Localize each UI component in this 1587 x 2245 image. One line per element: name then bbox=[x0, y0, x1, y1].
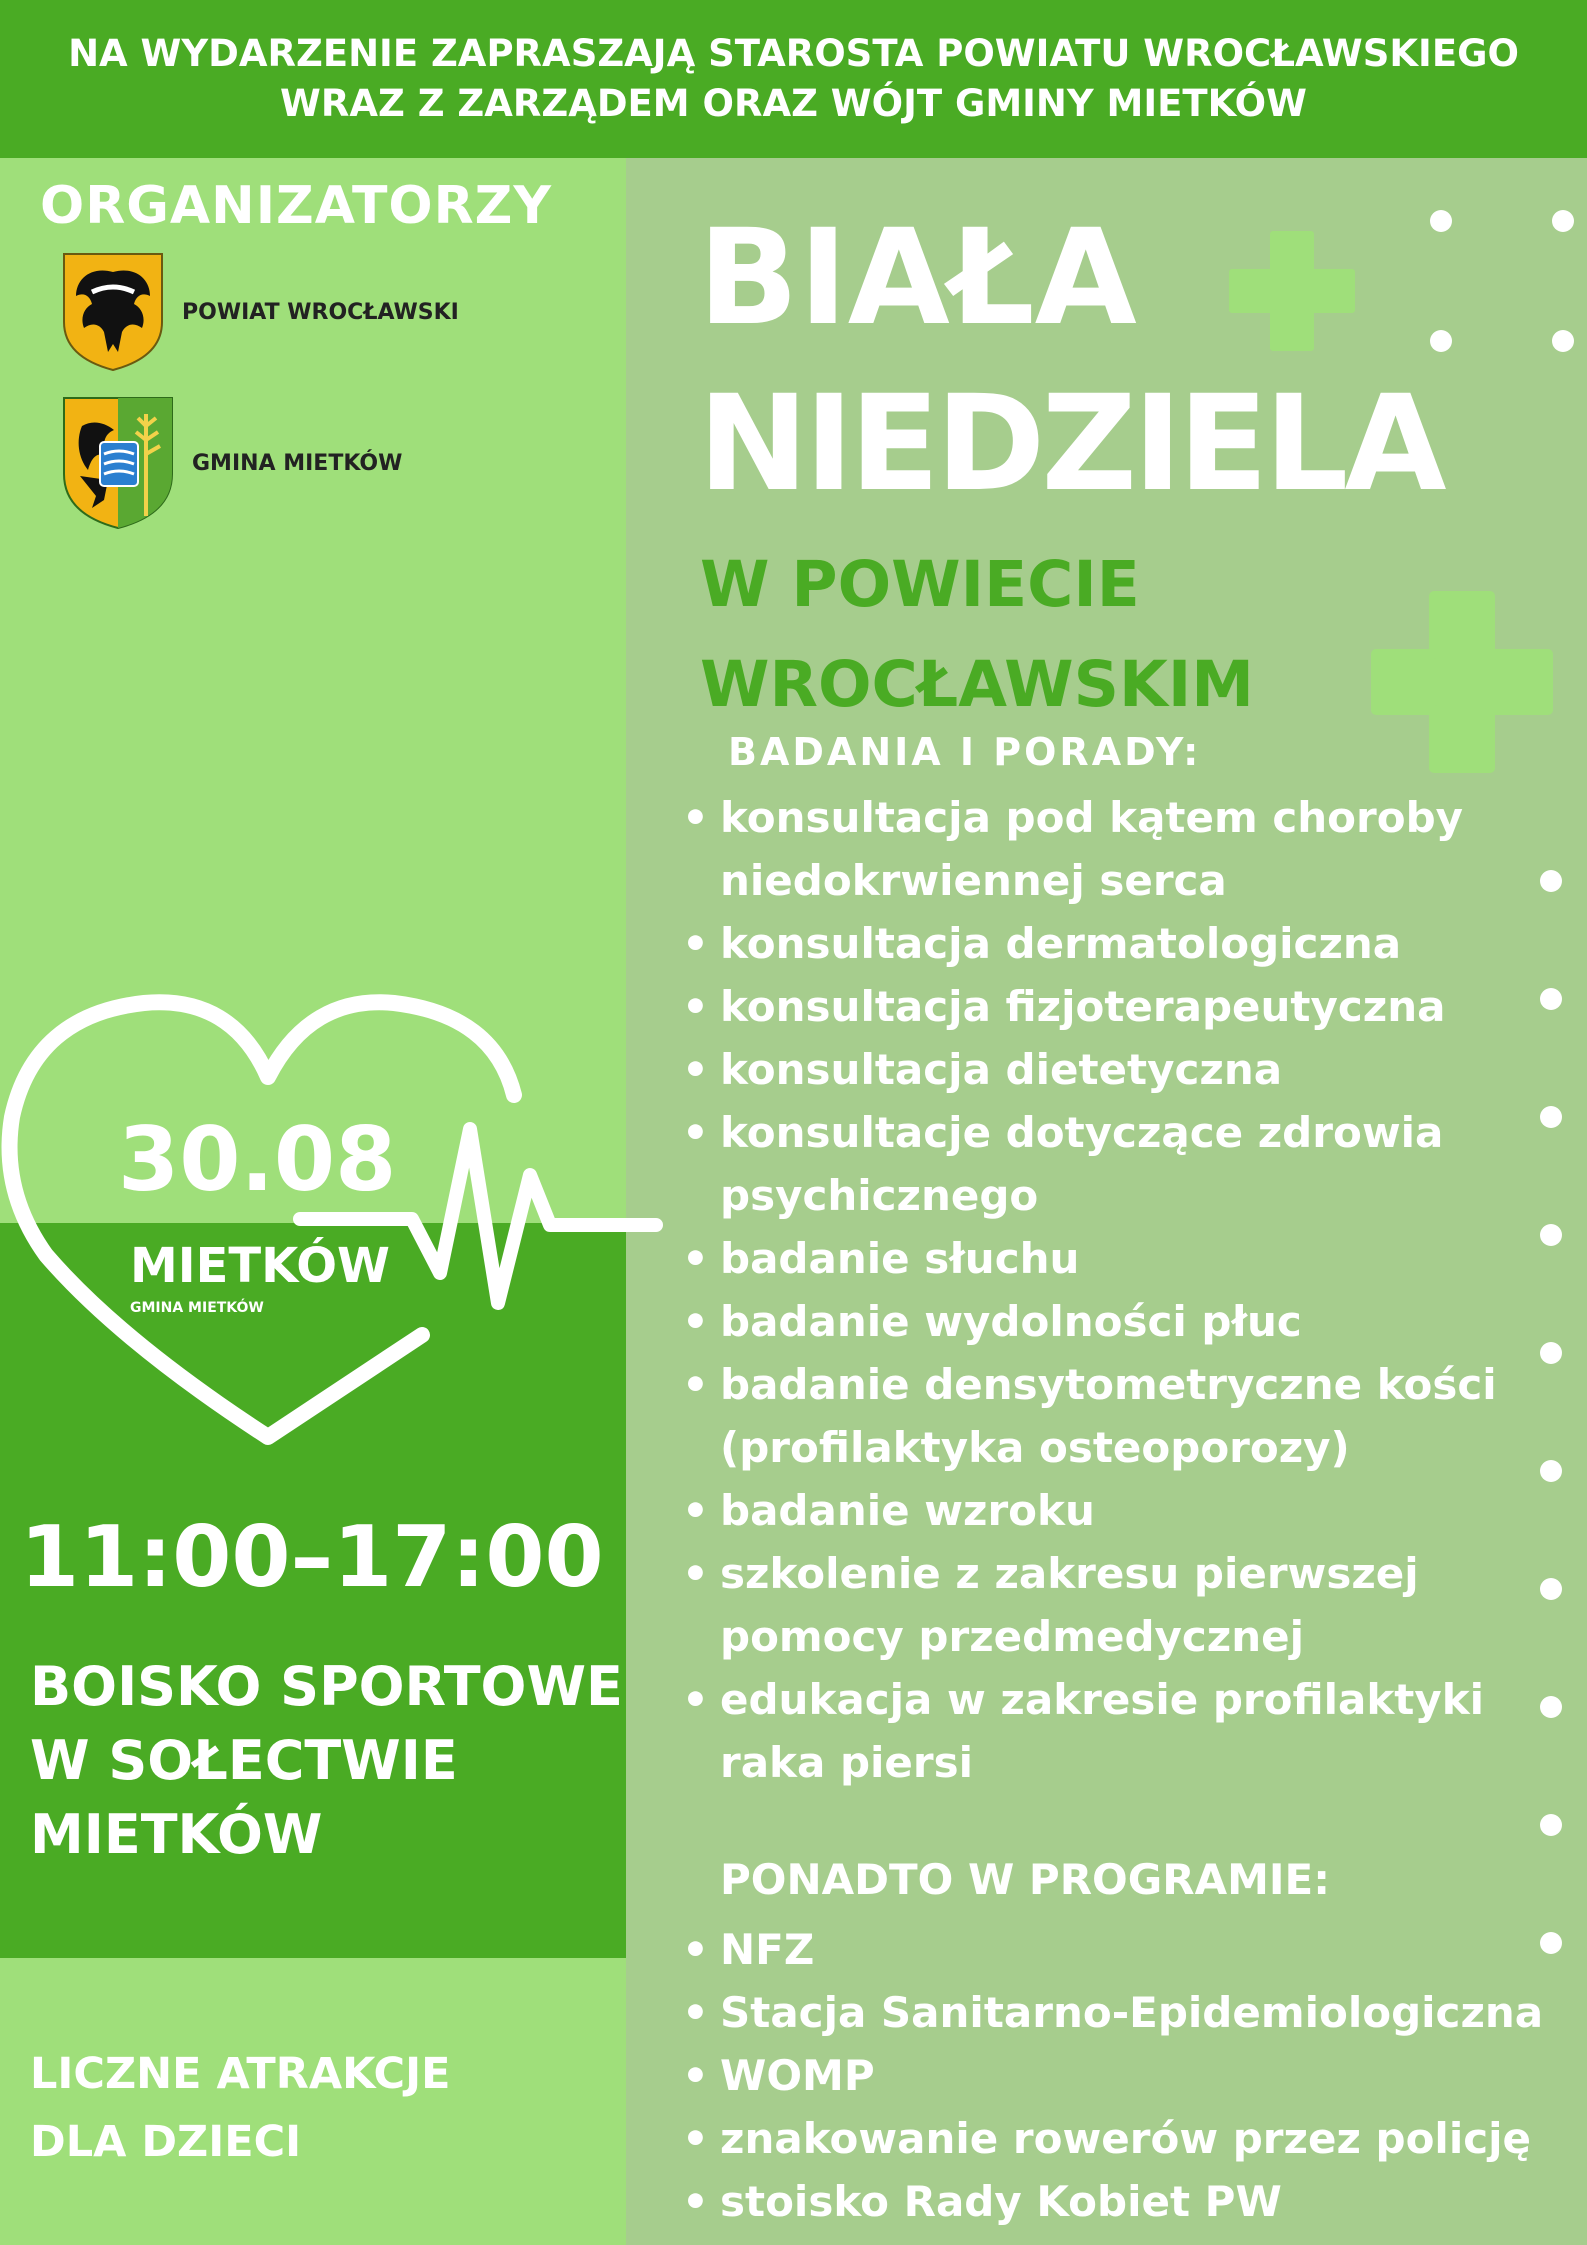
list-item: • szkolenie z zakresu pierwszej pomocy przedmedycznej bbox=[680, 1542, 1560, 1668]
list-item: • konsultacja fizjoterapeutyczna bbox=[680, 975, 1560, 1038]
list-item: • znakowanie rowerów przez policję bbox=[680, 2107, 1580, 2170]
venue-line-2: W SOŁECTWIE bbox=[30, 1729, 458, 1792]
kids-attractions bbox=[30, 2040, 450, 2176]
list-item: • konsultacje dotyczące zdrowia psychicznego bbox=[680, 1101, 1560, 1227]
kids-line-1: LICZNE ATRAKCJE bbox=[30, 2049, 451, 2099]
decorative-dot bbox=[1540, 1814, 1562, 1836]
list-item: • badanie densytometryczne kości (profilaktyka osteoporozy) bbox=[680, 1353, 1560, 1479]
decorative-dot bbox=[1430, 330, 1452, 352]
organizer-name: GMINA MIETKÓW bbox=[192, 450, 403, 476]
services-list bbox=[680, 786, 1560, 1794]
heart-pulse-icon bbox=[0, 985, 670, 1455]
event-venue bbox=[30, 1650, 623, 1872]
event-time: 11:00–17:00 bbox=[20, 1508, 604, 1607]
header-line-2: WRAZ Z ZARZĄDEM ORAZ WÓJT GMINY MIETKÓW bbox=[280, 82, 1307, 125]
venue-line-3: MIETKÓW bbox=[30, 1803, 323, 1866]
organizer-name: POWIAT WROCŁAWSKI bbox=[182, 299, 459, 325]
event-date: 30.08 bbox=[118, 1108, 397, 1211]
plus-cross-icon bbox=[1228, 230, 1356, 352]
list-item: • konsultacja dermatologiczna bbox=[680, 912, 1560, 975]
plus-cross-icon bbox=[1370, 590, 1554, 774]
kids-line-2: DLA DZIECI bbox=[30, 2117, 302, 2167]
venue-line-1: BOISKO SPORTOWE bbox=[30, 1655, 623, 1718]
list-item: • konsultacja dietetyczna bbox=[680, 1038, 1560, 1101]
subtitle bbox=[700, 535, 1254, 735]
subtitle-line-1: W POWIECIE bbox=[700, 548, 1140, 621]
title-line-1: BIAŁA bbox=[698, 201, 1137, 355]
list-item: • NFZ bbox=[680, 1918, 1580, 1981]
list-item: • badanie słuchu bbox=[680, 1227, 1560, 1290]
list-item: • badanie wydolności płuc bbox=[680, 1290, 1560, 1353]
eagle-fish-wheat-coat-of-arms-icon bbox=[62, 396, 174, 530]
services-heading: BADANIA I PORADY: bbox=[728, 730, 1202, 774]
decorative-dot bbox=[1552, 210, 1574, 232]
decorative-dot bbox=[1430, 210, 1452, 232]
list-item: • konsultacja pod kątem choroby niedokrwiennej serca bbox=[680, 786, 1560, 912]
list-item: • WOMP bbox=[680, 2044, 1580, 2107]
list-item: • Stacja Sanitarno-Epidemiologiczna bbox=[680, 1981, 1580, 2044]
subtitle-line-2: WROCŁAWSKIM bbox=[700, 648, 1254, 721]
decorative-dot bbox=[1552, 330, 1574, 352]
organizers-title: ORGANIZATORZY bbox=[40, 176, 553, 236]
organizer-powiat bbox=[62, 252, 459, 372]
list-item: • badanie wzroku bbox=[680, 1479, 1560, 1542]
header-line-1: NA WYDARZENIE ZAPRASZAJĄ STAROSTA POWIATU WROCŁAWSKIEGO bbox=[68, 32, 1519, 75]
title-line-2: NIEDZIELA bbox=[698, 367, 1443, 521]
event-place-sub: GMINA MIETKÓW bbox=[130, 1300, 264, 1316]
top-banner bbox=[0, 0, 1587, 158]
list-item: • edukacja w zakresie profilaktyki raka piersi bbox=[680, 1668, 1560, 1794]
organizer-gmina bbox=[62, 396, 402, 530]
extra-heading: PONADTO W PROGRAMIE: bbox=[720, 1855, 1330, 1904]
event-place: MIETKÓW bbox=[130, 1238, 390, 1294]
list-item: • stoisko Rady Kobiet PW bbox=[680, 2170, 1580, 2233]
eagle-coat-of-arms-icon bbox=[62, 252, 164, 372]
extra-list bbox=[680, 1918, 1580, 2233]
